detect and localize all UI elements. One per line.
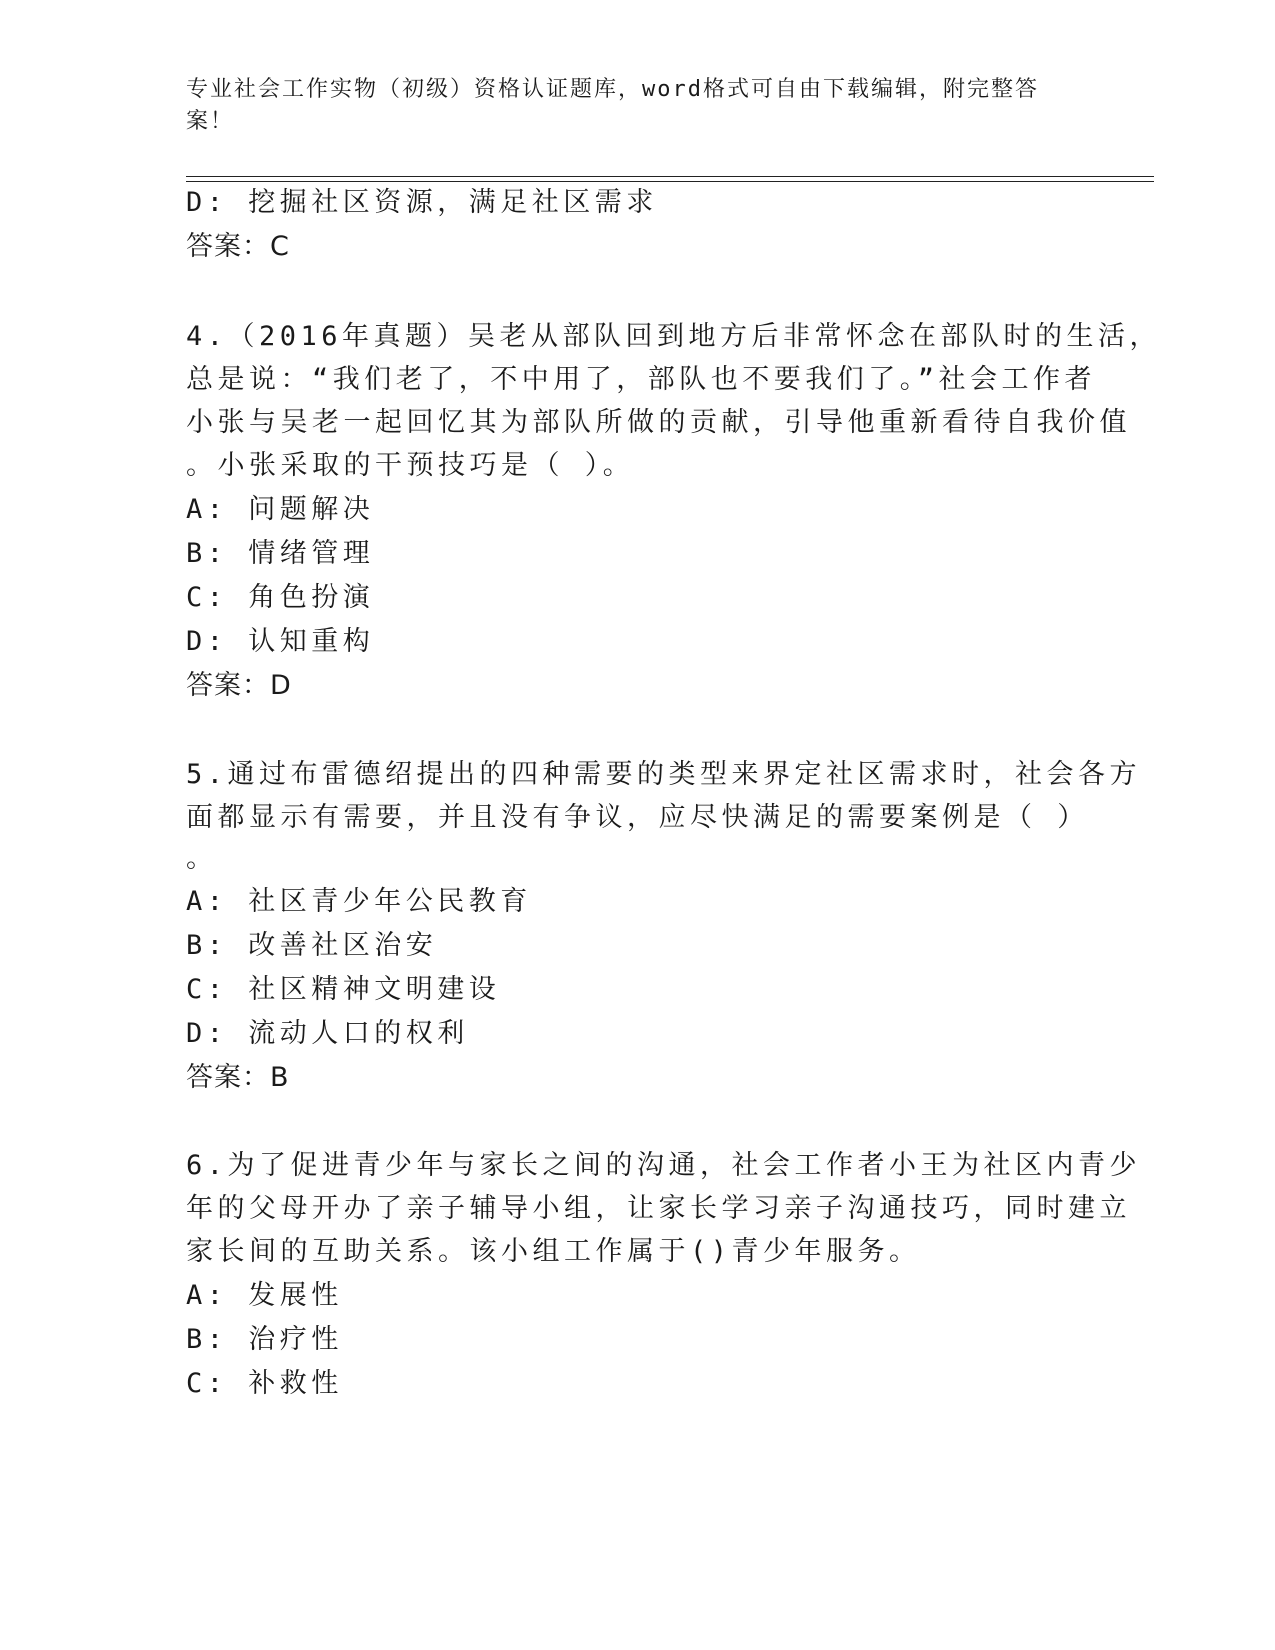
q5-answer: 答案：B [186,1062,290,1093]
q5-option-d: D: 流动人口的权利 [186,1018,469,1049]
q6-option-b: B: 治疗性 [186,1324,343,1355]
q4-option-d: D: 认知重构 [186,626,375,657]
q6-stem-line-3: 家长间的互助关系。该小组工作属于()青少年服务。 [186,1236,921,1267]
q5-stem-line-3: 。 [186,843,218,874]
q6-stem-line-2: 年的父母开办了亲子辅导小组，让家长学习亲子沟通技巧，同时建立 [186,1193,1131,1224]
q5-option-c: C: 社区精神文明建设 [186,974,501,1005]
q4-option-a: A: 问题解决 [186,494,375,525]
q3-answer: 答案：C [186,231,290,262]
q6-option-a: A: 发展性 [186,1280,343,1311]
q5-stem-line-2: 面都显示有需要，并且没有争议，应尽快满足的需要案例是（ ） [186,802,1089,833]
q4-option-b: B: 情绪管理 [186,538,375,569]
q3-option-d: D: 挖掘社区资源，满足社区需求 [186,187,658,218]
page-header: 专业社会工作实物（初级）资格认证题库，word格式可自由下载编辑，附完整答案！ [186,77,1039,134]
q4-stem-line-4: 。小张采取的干预技巧是（ ）。 [186,450,635,481]
q4-stem-line-1: 4.（2016年真题）吴老从部队回到地方后非常怀念在部队时的生活， [186,321,1162,352]
header-rule-top [186,176,1154,177]
q4-stem-line-3: 小张与吴老一起回忆其为部队所做的贡献，引导他重新看待自我价值 [186,407,1131,438]
q4-answer: 答案：D [186,670,292,701]
q5-option-b: B: 改善社区治安 [186,930,438,961]
q6-option-c: C: 补救性 [186,1368,343,1399]
q5-stem-line-1: 5.通过布雷德绍提出的四种需要的类型来界定社区需求时，社会各方 [186,759,1142,790]
q5-option-a: A: 社区青少年公民教育 [186,886,532,917]
q6-stem-line-1: 6.为了促进青少年与家长之间的沟通，社会工作者小王为社区内青少 [186,1150,1142,1181]
header-rule-bottom [186,181,1154,182]
q4-option-c: C: 角色扮演 [186,582,375,613]
q4-stem-line-2: 总是说：“我们老了，不中用了，部队也不要我们了。”社会工作者 [186,364,1097,395]
